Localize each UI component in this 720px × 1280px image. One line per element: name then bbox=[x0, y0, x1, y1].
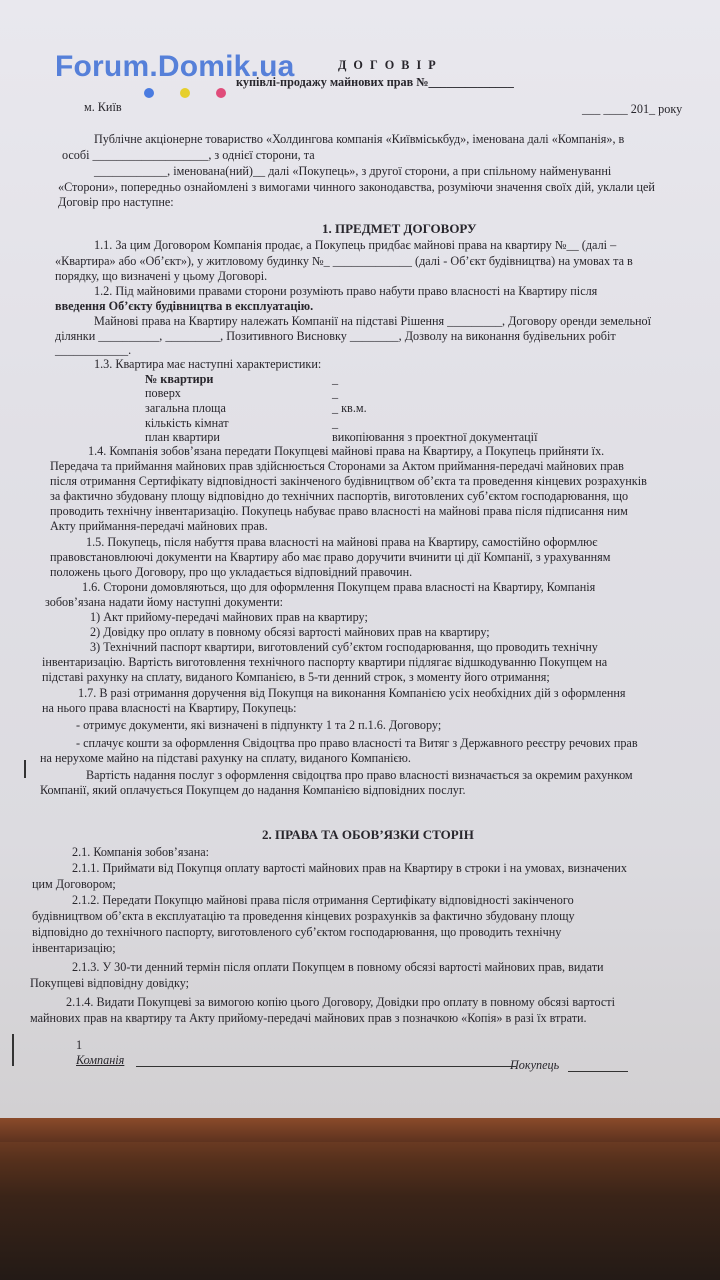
section1-line: 3) Технічний паспорт квартири, виготовлений суб’єктом господарювання, що проводить технічну bbox=[90, 640, 598, 654]
section1-line: після отримання Сертифікату відповідності закінченого будівництвом об’єкта та проведення кінцевих розрахунків bbox=[50, 474, 647, 488]
section1-line: 1.6. Сторони домовляються, що для оформлення Покупцем права власності на Квартиру, Компанія bbox=[82, 580, 596, 594]
section2-line: Покупцеві відповідну довідку; bbox=[30, 976, 190, 990]
section1-line: ____________. bbox=[55, 343, 132, 357]
section1-line: зобов’язана надати йому наступні документи: bbox=[45, 595, 284, 609]
section1-line: порядку, що визначені у цьому Договорі. bbox=[55, 269, 268, 283]
section1-line: 1.2. Під майновими правами сторони розуміють право набути право власності на Квартиру після bbox=[94, 284, 598, 298]
section1-heading: 1. ПРЕДМЕТ ДОГОВОРУ bbox=[322, 221, 477, 236]
section2-line: інвентаризацію; bbox=[32, 941, 116, 955]
contract-city: м. Київ bbox=[84, 100, 122, 114]
section1-line: ділянки __________, _________, Позитивного Висновку ________, Дозволу на виконання будівельних робіт bbox=[55, 329, 616, 343]
section1-line: 1) Акт прийому-передачі майнових прав на квартиру; bbox=[90, 610, 368, 624]
section1-line: на нього права власності на Квартиру, Покупець: bbox=[42, 701, 297, 715]
section1-line: за фактично збудовану площу відповідно до технічних паспортів, виготовлених суб’єктом господарювання, що bbox=[50, 489, 629, 503]
section1-line: інвентаризацію. Вартість виготовлення технічного паспорту квартири підлягає відшкодуванню Покупцем на bbox=[42, 655, 608, 669]
section2-line: 2.1.3. У 30-ти денний термін після оплати Покупцем в повному обсязі вартості майнових прав, видати bbox=[72, 960, 604, 974]
section1-line: - сплачує кошти за оформлення Свідоцтва про право власності та Витяг з Державного реєстру речових прав bbox=[76, 736, 638, 750]
char-label: кількість кімнат bbox=[145, 416, 229, 430]
section2-line: відповідно до технічного паспорту, виготовленого суб’єктом господарювання, що проводить технічну bbox=[32, 925, 562, 939]
contract-title: Д О Г О В І Р bbox=[338, 58, 438, 72]
section1-line: Акту приймання-передачі майнових прав. bbox=[50, 519, 268, 533]
section1-line: підставі рахунку на сплату, виданого Компанією, в 5-ти денний строк, з моменту його отримання; bbox=[42, 670, 550, 684]
forum-watermark: Forum.Domik.ua bbox=[55, 50, 295, 83]
char-label: план квартири bbox=[145, 430, 220, 444]
section1-line: на нерухоме майно на підставі рахунку на сплату, виданого Компанією. bbox=[40, 751, 411, 765]
section2-line: 2.1.2. Передати Покупцю майнові права після отримання Сертифікату відповідності закінченого bbox=[72, 893, 574, 907]
char-value: _ кв.м. bbox=[332, 401, 367, 415]
section1-line: «Квартира» або «Об’єкт»), у житловому будинку №_ _____________ (далі - Об’єкт будівництва) на умовах та в bbox=[55, 254, 633, 268]
section2-line: майнових прав на квартиру та Акту прийому-передачі майнових прав з позначкою «Копія» в разі їх втрати. bbox=[30, 1011, 587, 1025]
preamble-line: Публічне акціонерне товариство «Холдингова компанія «Київміськбуд», іменована далі «Компанія», в bbox=[94, 132, 625, 146]
page-number: 1 bbox=[76, 1038, 83, 1052]
section2-heading: 2. ПРАВА ТА ОБОВ’ЯЗКИ СТОРІН bbox=[262, 827, 474, 842]
char-value: _ bbox=[332, 386, 339, 400]
preamble-line: «Сторони», попередньо ознайомлені з вимогами чинного законодавства, розуміючи значення своїх дій, уклали цей bbox=[58, 180, 655, 194]
section1-line: Вартість надання послуг з оформлення свідоцтва про право власності визначається за окремим рахунком bbox=[86, 768, 633, 782]
section1-line: Майнові права на Квартиру належать Компанії на підставі Рішення _________, Договору оренди земельної bbox=[94, 314, 652, 328]
char-label: поверх bbox=[145, 386, 181, 400]
preamble-line: Договір про наступне: bbox=[58, 195, 174, 209]
section2-line: будівництвом об’єкта в експлуатацію та проведення кінцевих розрахунків за фактично збудовану площу bbox=[32, 909, 575, 923]
table-surface bbox=[0, 1142, 720, 1280]
section1-line: Компанії, який оплачується Покупцем до надання Компанією відповідних послуг. bbox=[40, 783, 466, 797]
char-value: викопіювання з проектної документації bbox=[332, 430, 538, 444]
section1-line: 1.4. Компанія зобов’язана передати Покупцеві майнові права на Квартиру, а Покупець прийняти їх. bbox=[88, 444, 605, 458]
section1-line: 1.3. Квартира має наступні характеристики: bbox=[94, 357, 322, 371]
signature-company: Компанія bbox=[76, 1053, 125, 1067]
preamble-line: ____________, іменована(ний)__ далі «Покупець», з другої сторони, а при спільному найменуванні bbox=[94, 164, 612, 178]
section1-line: правовстановлюючі документи на Квартиру або має право доручити вчинити ці дії Компанії, з урахуванням bbox=[50, 550, 611, 564]
section1-line: 1.1. За цим Договором Компанія продає, а Покупець придбає майнові права на квартиру №__ (далі – bbox=[94, 238, 617, 252]
char-label: № квартири bbox=[145, 372, 214, 386]
section2-line: 2.1.4. Видати Покупцеві за вимогою копію цього Договору, Довідки про оплату в повному обсязі вартості bbox=[66, 995, 615, 1009]
preamble-line: особі ___________________, з однієї сторони, та bbox=[62, 148, 315, 162]
signature-buyer: Покупець bbox=[510, 1058, 560, 1072]
section1-line: положень цього Договору, про що укладається відповідний правочин. bbox=[50, 565, 413, 579]
signature-line bbox=[568, 1071, 628, 1072]
section2-line: цим Договором; bbox=[32, 877, 116, 891]
margin-mark bbox=[24, 760, 26, 778]
section1-line: проводить технічну інвентаризацію. Покупець набуває право власності на майнові права після підписання ним bbox=[50, 504, 628, 518]
section1-line: - отримує документи, які визначені в підпункту 1 та 2 п.1.6. Договору; bbox=[76, 718, 442, 732]
char-value: _ bbox=[332, 416, 339, 430]
section2-line: 2.1.1. Приймати від Покупця оплату вартості майнових прав на Квартиру в строки і на умовах, визначених bbox=[72, 861, 627, 875]
contract-date: ___ ____ 201_ року bbox=[582, 102, 683, 116]
watermark-dots-icon bbox=[144, 88, 226, 98]
char-value: _ bbox=[332, 372, 339, 386]
section1-line: 2) Довідку про оплату в повному обсязі вартості майнових прав на квартиру; bbox=[90, 625, 490, 639]
section2-line: 2.1. Компанія зобов’язана: bbox=[72, 845, 210, 859]
contract-subtitle: купівлі-продажу майнових прав №______________ bbox=[236, 75, 514, 89]
margin-mark bbox=[12, 1034, 14, 1066]
section1-line: 1.7. В разі отримання доручення від Покупця на виконання Компанією усіх необхідних дій з оформлення bbox=[78, 686, 626, 700]
section1-line: 1.5. Покупець, після набуття права власності на майнові права на Квартиру, самостійно оформлює bbox=[86, 535, 598, 549]
signature-line bbox=[136, 1066, 516, 1067]
section1-line: Передача та приймання майнових прав здійснюється Сторонами за Актом приймання-передачі майнових прав bbox=[50, 459, 624, 473]
table-edge bbox=[0, 1118, 720, 1142]
char-label: загальна площа bbox=[145, 401, 226, 415]
section1-line: введення Об’єкту будівництва в експлуатацію. bbox=[55, 299, 314, 313]
